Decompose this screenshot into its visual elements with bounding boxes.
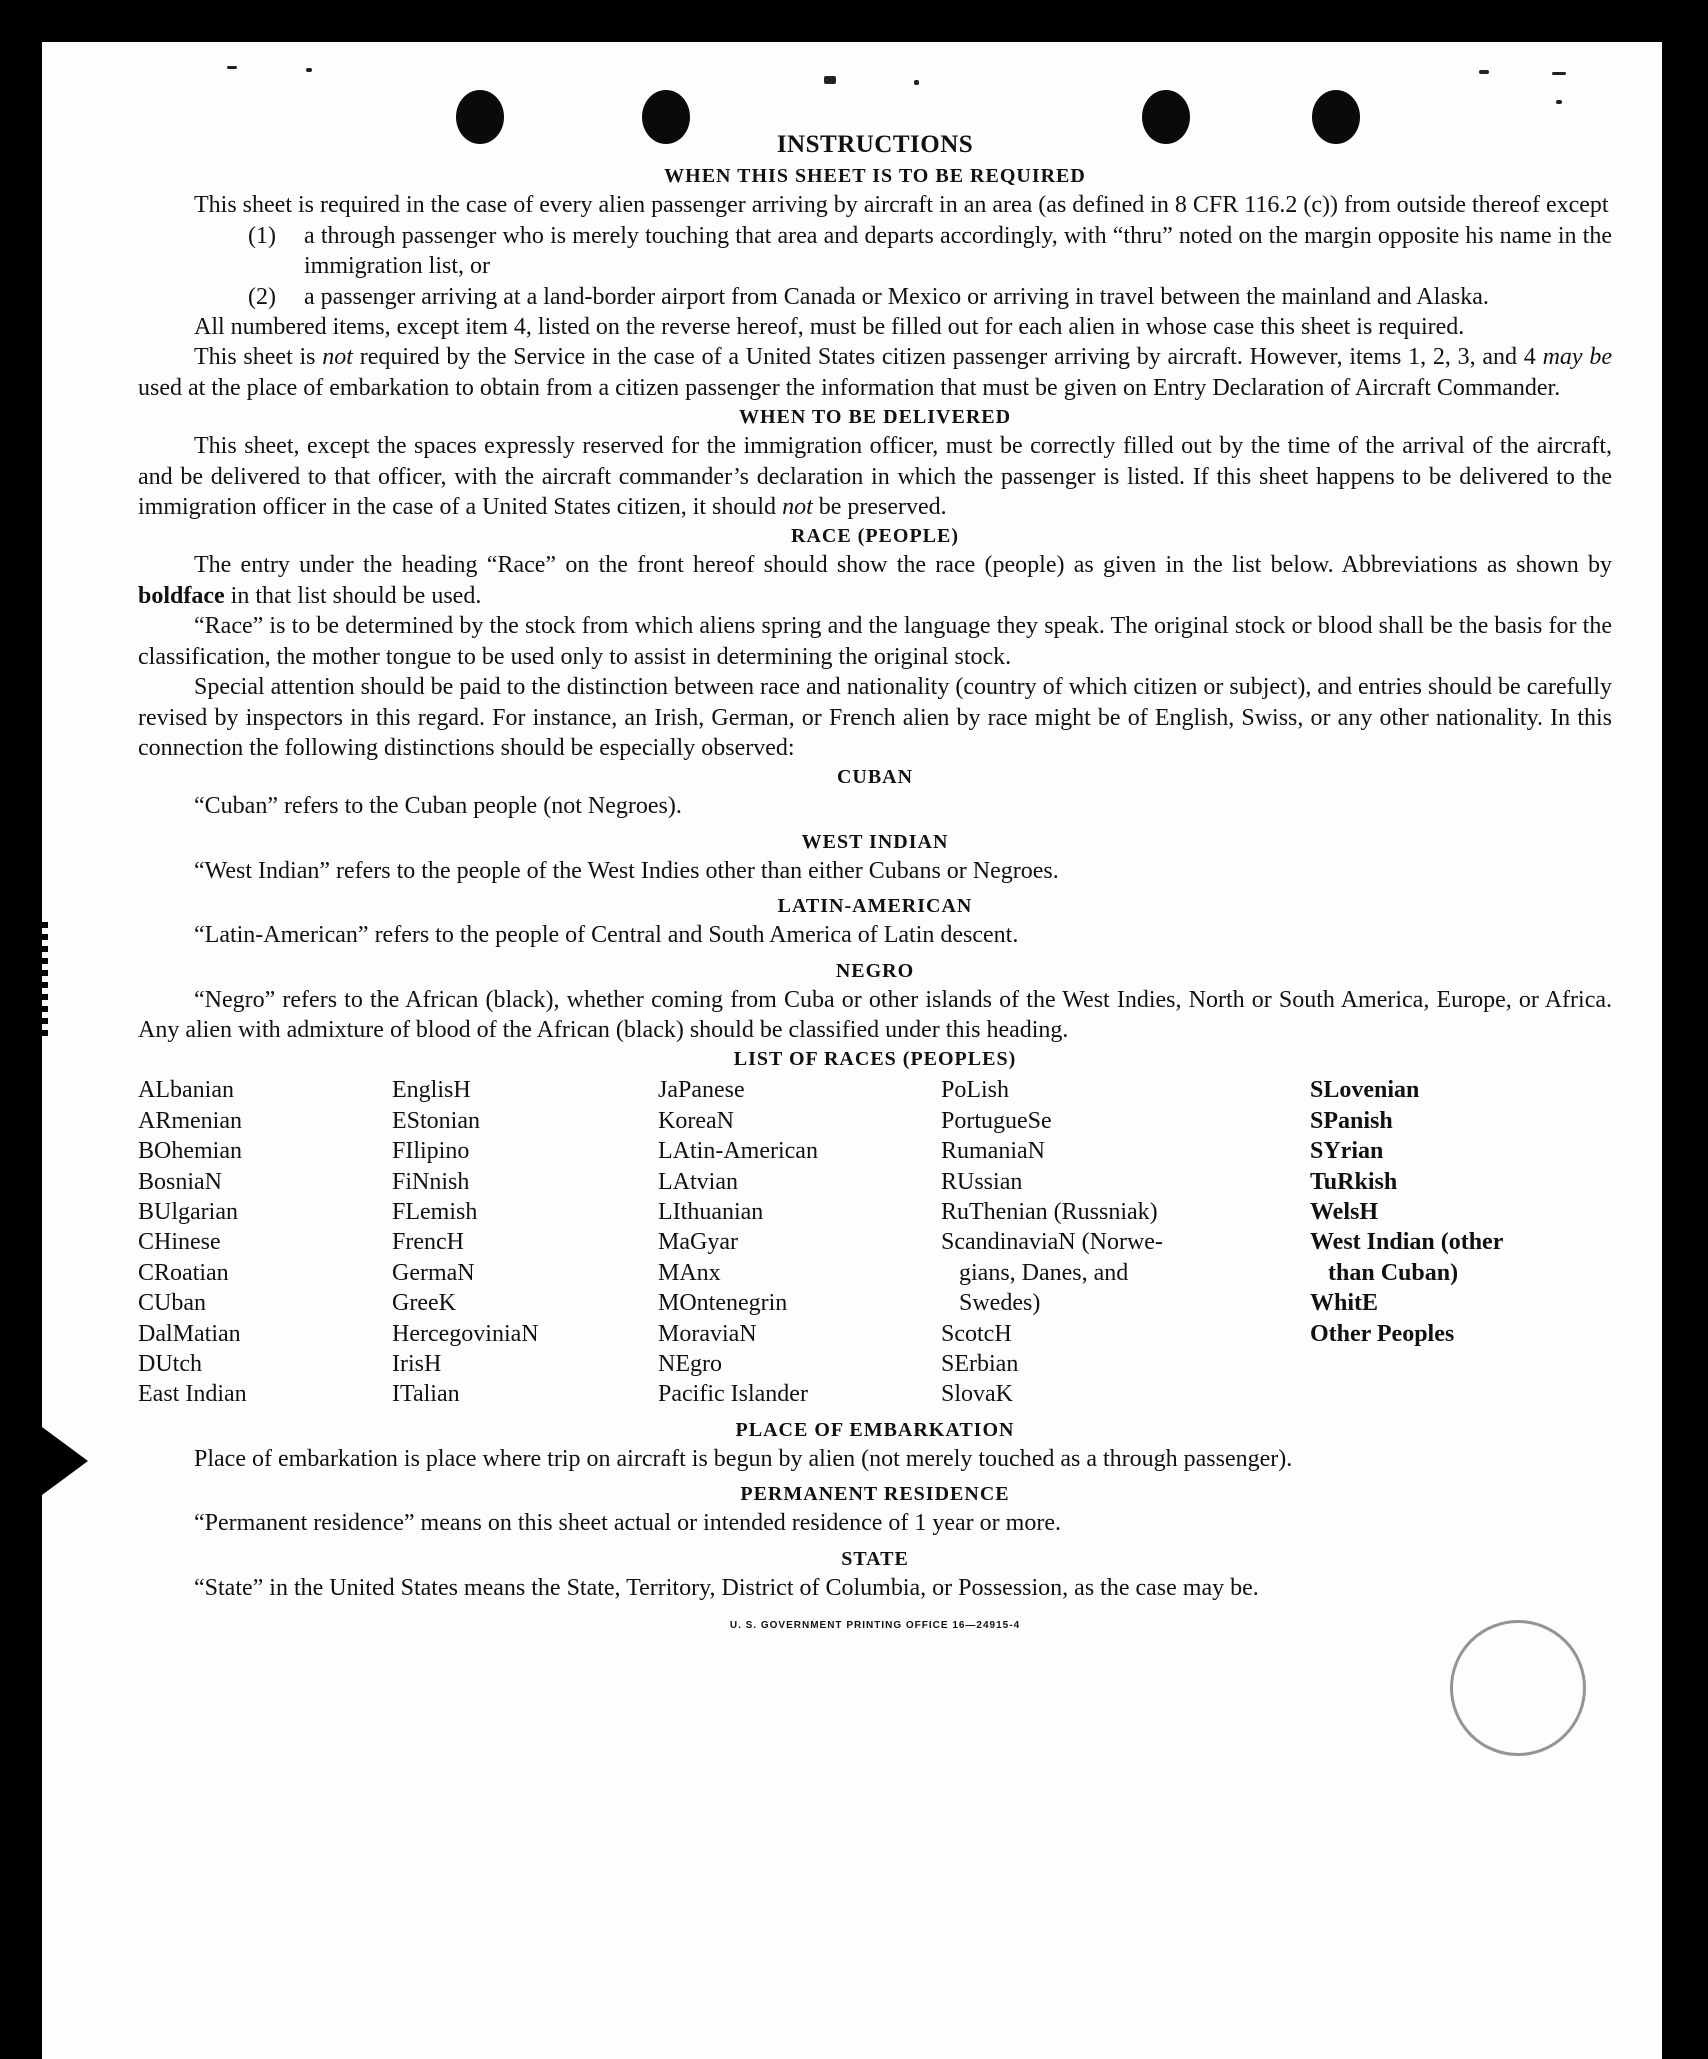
paragraph bbox=[138, 550, 1612, 611]
race-entry: SErbian bbox=[941, 1351, 1019, 1377]
race-entry: West Indian (other bbox=[1310, 1229, 1504, 1256]
section-heading: PERMANENT RESIDENCE bbox=[740, 1483, 1010, 1506]
section-heading: LIST OF RACES (PEOPLES) bbox=[733, 1048, 1017, 1071]
paragraph: “Cuban” refers to the Cuban people (not Negroes). bbox=[194, 793, 682, 820]
text-run: The entry under the heading “Race” on the front hereof should show the race (people) as given in the list below. Abbreviations as shown by bbox=[194, 552, 1612, 579]
race-entry: WelsH bbox=[1310, 1198, 1379, 1225]
instructions-content bbox=[138, 130, 1612, 1641]
race-entry: DalMatian bbox=[138, 1320, 241, 1347]
race-entry: LAtvian bbox=[658, 1168, 738, 1195]
race-entry: WhitE bbox=[1310, 1290, 1379, 1317]
item-number: (2) bbox=[248, 283, 276, 310]
race-entry: LIthuanian bbox=[658, 1198, 764, 1225]
race-entry: gians, Danes, and bbox=[941, 1259, 1129, 1286]
item-number: (1) bbox=[248, 222, 276, 249]
race-entry: Swedes) bbox=[941, 1290, 1041, 1317]
race-entry: than Cuban) bbox=[1310, 1259, 1459, 1286]
race-entry: DUtch bbox=[138, 1351, 202, 1377]
race-entry: IrisH bbox=[392, 1351, 442, 1377]
race-entry: CHinese bbox=[138, 1229, 221, 1256]
race-entry: FrencH bbox=[392, 1229, 464, 1256]
race-entry: ARmenian bbox=[138, 1107, 242, 1134]
race-entry: East Indian bbox=[138, 1381, 247, 1408]
paragraph bbox=[138, 342, 1612, 403]
section-heading: LATIN-AMERICAN bbox=[777, 895, 973, 918]
text-run: be preserved. bbox=[812, 494, 947, 521]
race-entry: CRoatian bbox=[138, 1259, 229, 1286]
page-title: INSTRUCTIONS bbox=[776, 131, 974, 158]
race-entry: NEgro bbox=[658, 1351, 722, 1377]
speck bbox=[914, 80, 919, 85]
text-run: This sheet is bbox=[194, 344, 323, 371]
race-entry: RUssian bbox=[941, 1168, 1023, 1195]
race-entry: ITalian bbox=[392, 1381, 460, 1408]
bold-text: boldface bbox=[138, 582, 225, 609]
paragraph: “Race” is to be determined by the stock from which aliens spring and the language they speak. The original stock or blood shall be the basis for the classification, the mother tongue to be used only to assist in determining the original stock. bbox=[138, 613, 1612, 670]
list-item bbox=[138, 221, 1612, 282]
race-entry: GreeK bbox=[392, 1290, 456, 1317]
race-entry: KoreaN bbox=[658, 1107, 734, 1134]
speck bbox=[824, 76, 836, 84]
paragraph: “Permanent residence” means on this sheet actual or intended residence of 1 year or more. bbox=[194, 1510, 1061, 1537]
section-heading: PLACE OF EMBARKATION bbox=[735, 1418, 1015, 1441]
emphasis: may be bbox=[1542, 344, 1612, 371]
item-text: a through passenger who is merely touching that area and departs accordingly, with “thru” noted on the margin opposite his name in the immigration list, or bbox=[304, 222, 1612, 280]
race-entry: TuRkish bbox=[1310, 1168, 1398, 1195]
race-entry: ScotcH bbox=[941, 1320, 1012, 1347]
race-entry: FLemish bbox=[392, 1198, 478, 1225]
race-entry: SlovaK bbox=[941, 1381, 1013, 1408]
race-entry: FiNnish bbox=[392, 1168, 470, 1195]
section-heading: RACE (PEOPLE) bbox=[791, 525, 959, 548]
race-entry: PoLish bbox=[941, 1077, 1010, 1104]
races-column bbox=[658, 1075, 941, 1409]
race-entry: MOntenegrin bbox=[658, 1290, 788, 1317]
race-entry: BosniaN bbox=[138, 1168, 222, 1195]
paragraph: “West Indian” refers to the people of the West Indies other than either Cubans or Negroes. bbox=[194, 857, 1059, 884]
paragraph: “State” in the United States means the State, Territory, District of Columbia, or Possession, as the case may be. bbox=[194, 1574, 1259, 1601]
section-heading: WHEN TO BE DELIVERED bbox=[738, 406, 1012, 429]
races-column bbox=[392, 1075, 658, 1409]
emphasis: not bbox=[322, 344, 353, 371]
speck bbox=[1556, 100, 1562, 104]
edge-marks bbox=[42, 922, 48, 1042]
list-item bbox=[138, 282, 1612, 312]
edge-notch bbox=[42, 1427, 88, 1495]
race-entry: MaGyar bbox=[658, 1229, 738, 1256]
section-heading: CUBAN bbox=[836, 766, 914, 789]
race-entry: EStonian bbox=[392, 1107, 480, 1134]
section-heading: WEST INDIAN bbox=[801, 830, 949, 853]
races-column bbox=[138, 1075, 392, 1409]
text-run: used at the place of embarkation to obtain from a citizen passenger the information that must be given on Entry Declaration of Aircraft Commander. bbox=[138, 374, 1561, 401]
paragraph: All numbered items, except item 4, listed on the reverse hereof, must be filled out for each alien in whose case this sheet is required. bbox=[194, 314, 1465, 341]
item-text: a passenger arriving at a land-border airport from Canada or Mexico or arriving in travel between the mainland and Alaska. bbox=[304, 283, 1489, 310]
section-heading: STATE bbox=[841, 1547, 909, 1570]
race-entry: ALbanian bbox=[138, 1077, 234, 1104]
emphasis: not bbox=[782, 494, 813, 521]
race-entry: EnglisH bbox=[392, 1077, 471, 1104]
printer-footer: U. S. GOVERNMENT PRINTING OFFICE 16—24915-4 bbox=[729, 1620, 1021, 1632]
paragraph: “Negro” refers to the African (black), whether coming from Cuba or other islands of the West Indies, North or South America, Europe, or Africa. Any alien with admixture of blood of the African (black) should be classified under this heading. bbox=[138, 986, 1612, 1043]
document-page bbox=[42, 42, 1662, 2059]
race-entry: HercegoviniaN bbox=[392, 1320, 539, 1347]
text-run: This sheet, except the spaces expressly reserved for the immigration officer, must be correctly filled out by the time of the arrival of the aircraft, and be delivered to that officer, with the aircraft commander’s declaration in which the passenger is listed. If this sheet happens to be delivered to the immigration officer in the case of a United States citizen, it should bbox=[138, 433, 1612, 521]
races-column bbox=[1310, 1075, 1612, 1409]
race-entry: RuThenian (Russniak) bbox=[941, 1198, 1158, 1225]
race-entry: Other Peoples bbox=[1310, 1320, 1455, 1347]
speck bbox=[1479, 70, 1489, 74]
section-heading: NEGRO bbox=[835, 959, 915, 982]
speck bbox=[1552, 72, 1566, 75]
paragraph: Place of embarkation is place where trip on aircraft is begun by alien (not merely touched as a through passenger). bbox=[194, 1445, 1293, 1472]
race-entry: RumaniaN bbox=[941, 1138, 1045, 1165]
race-entry: SYrian bbox=[1310, 1138, 1384, 1165]
paragraph: Special attention should be paid to the distinction between race and nationality (country of which citizen or subject), and entries should be carefully revised by inspectors in this regard. For instance, an Irish, German, or French alien by race might be of English, Swiss, or any other nationality. In this connection the following distinctions should be especially observed: bbox=[138, 674, 1612, 761]
race-entry: BUlgarian bbox=[138, 1198, 238, 1225]
races-list bbox=[138, 1075, 1612, 1409]
speck bbox=[227, 66, 237, 69]
text-run: required by the Service in the case of a United States citizen passenger arriving by aircraft. However, items 1, 2, 3, and 4 bbox=[352, 344, 1543, 371]
race-entry: FIlipino bbox=[392, 1138, 470, 1165]
race-entry: CUban bbox=[138, 1290, 206, 1317]
speck bbox=[306, 68, 312, 72]
race-entry: MAnx bbox=[658, 1259, 721, 1286]
race-entry: Pacific Islander bbox=[658, 1381, 808, 1408]
section-heading: WHEN THIS SHEET IS TO BE REQUIRED bbox=[664, 165, 1086, 188]
race-entry: JaPanese bbox=[658, 1077, 745, 1104]
paragraph: This sheet is required in the case of every alien passenger arriving by aircraft in an area (as defined in 8 CFR 116.2 (c)) from outside thereof except bbox=[194, 192, 1609, 219]
race-entry: LAtin-American bbox=[658, 1138, 818, 1165]
race-entry: BOhemian bbox=[138, 1138, 242, 1165]
race-entry: SLovenian bbox=[1310, 1077, 1420, 1104]
races-column bbox=[941, 1075, 1310, 1409]
race-entry: MoraviaN bbox=[658, 1320, 757, 1347]
race-entry: SPanish bbox=[1310, 1107, 1393, 1134]
paragraph bbox=[138, 431, 1612, 522]
race-entry: PortugueSe bbox=[941, 1107, 1052, 1134]
paragraph: “Latin-American” refers to the people of Central and South America of Latin descent. bbox=[194, 922, 1019, 949]
text-run: in that list should be used. bbox=[224, 582, 482, 609]
race-entry: ScandinaviaN (Norwe- bbox=[941, 1229, 1163, 1256]
race-entry: GermaN bbox=[392, 1259, 475, 1286]
